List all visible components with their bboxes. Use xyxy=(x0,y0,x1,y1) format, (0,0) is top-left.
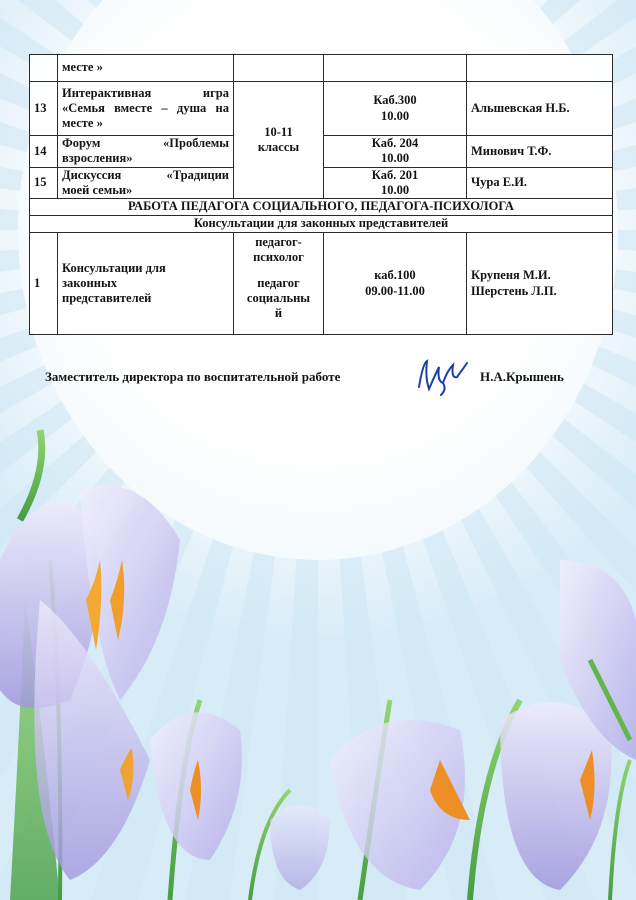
place-time-cell: каб.100 09.00-11.00 xyxy=(324,233,467,335)
classes-cell: 10-11 классы xyxy=(234,82,324,199)
table-row xyxy=(30,55,613,82)
row-number: 13 xyxy=(30,82,58,136)
event-topic: месте » xyxy=(58,55,234,82)
schedule-table xyxy=(29,54,613,335)
table-row xyxy=(30,233,613,335)
responsible-cell: Альшевская Н.Б. xyxy=(467,82,613,136)
subsection-title: Консультации для законных представителей xyxy=(30,216,613,233)
subsection-title-row xyxy=(30,216,613,233)
signature-block xyxy=(45,367,605,391)
handwritten-signature xyxy=(413,357,473,397)
event-topic: Консультации для законных представителей xyxy=(58,233,234,335)
participants-cell: педагог- психолог педагог социальны й xyxy=(234,233,324,335)
section-title: РАБОТА ПЕДАГОГА СОЦИАЛЬНОГО, ПЕДАГОГА-ПСИХОЛОГА xyxy=(30,199,613,216)
responsible-cell: Крупеня М.И. Шерстень Л.П. xyxy=(467,233,613,335)
place-time-cell: Каб.300 10.00 xyxy=(324,82,467,136)
responsible-cell: Чура Е.И. xyxy=(467,167,613,199)
signatory-name: Н.А.Крышень xyxy=(480,369,564,384)
event-topic: Интерактивная игра «Семья вместе – душа на месте » xyxy=(58,82,234,136)
row-number: 1 xyxy=(30,233,58,335)
event-topic: Дискуссия «Традиции моей семьи» xyxy=(58,167,234,199)
table-row xyxy=(30,82,613,136)
section-title-row xyxy=(30,199,613,216)
classes-cell xyxy=(234,55,324,82)
row-number: 14 xyxy=(30,136,58,168)
row-number xyxy=(30,55,58,82)
responsible-cell xyxy=(467,55,613,82)
responsible-cell: Минович Т.Ф. xyxy=(467,136,613,168)
place-time-cell: Каб. 204 10.00 xyxy=(324,136,467,168)
row-number: 15 xyxy=(30,167,58,199)
event-topic: Форум «Проблемы взросления» xyxy=(58,136,234,168)
place-time-cell: Каб. 201 10.00 xyxy=(324,167,467,199)
place-time-cell xyxy=(324,55,467,82)
signatory-role: Заместитель директора по воспитательной работе xyxy=(45,369,341,384)
